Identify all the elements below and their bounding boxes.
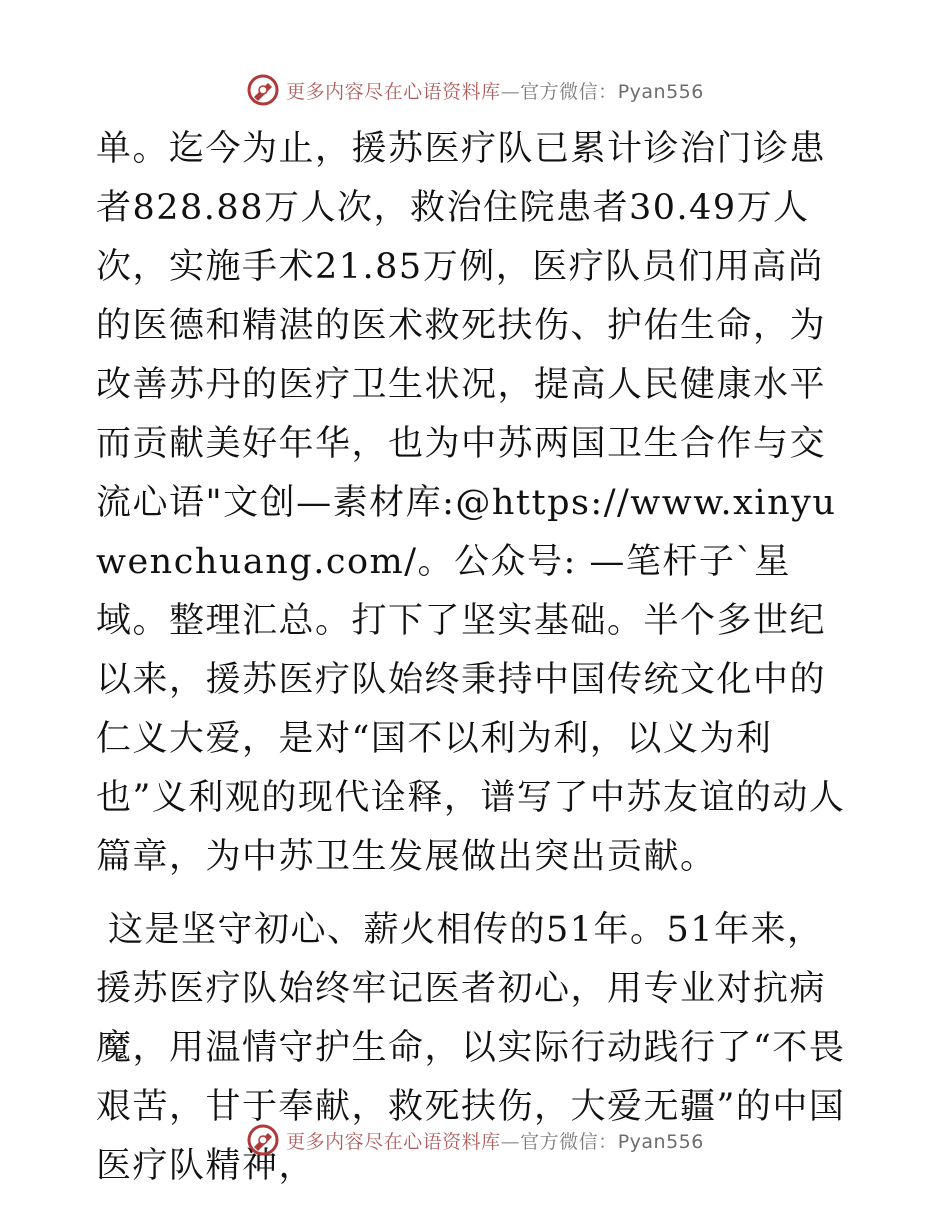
stamp-logo-icon	[246, 1123, 280, 1157]
stamp-logo-icon	[246, 73, 280, 107]
watermark-wechat-label: 官方微信：	[520, 80, 618, 103]
header-watermark	[0, 68, 950, 112]
watermark-account: Pyan556	[617, 1130, 704, 1153]
paragraph-1: 单。迄今为止，援苏医疗队已累计诊治门诊患者828.88万人次，救治住院患者30.49万人次，实施手术21.85万例，医疗队员们用高尚的医德和精湛的医术救死扶伤、护佑生命，为改善苏丹的医疗卫生状况，提高人民健康水平而贡献美好年华，也为中苏两国卫生合作与交流心语"文创—素材库:@https://www.xinyuwenchuang.com/。公众号: —笔杆子`星域。整理汇总。打下了坚实基础。半个多世纪以来，援苏医疗队始终秉持中国传统文化中的仁义大爱，是对“国不以利为利，以义为利也”义利观的现代诠释，谱写了中苏友谊的动人篇章，为中苏卫生发展做出突出贡献。	[96, 129, 846, 877]
watermark-account: Pyan556	[617, 80, 704, 103]
watermark-site-text: 更多内容尽在心语资料库	[286, 80, 501, 103]
watermark-separator: —	[500, 80, 521, 103]
watermark-separator: —	[500, 1130, 521, 1153]
watermark-text	[286, 1127, 704, 1154]
watermark-wechat-label: 官方微信：	[520, 1130, 618, 1153]
watermark-site-text: 更多内容尽在心语资料库	[286, 1130, 501, 1153]
document-body	[96, 120, 856, 1196]
watermark-text	[286, 77, 704, 104]
footer-watermark	[0, 1118, 950, 1162]
paragraph-2: 这是坚守初心、薪火相传的51年。51年来，援苏医疗队始终牢记医者初心，用专业对抗病魔，用温情守护生命，以实际行动践行了“不畏艰苦，甘于奉献，救死扶伤，大爱无疆”的中国医疗队精神，	[96, 910, 846, 1186]
